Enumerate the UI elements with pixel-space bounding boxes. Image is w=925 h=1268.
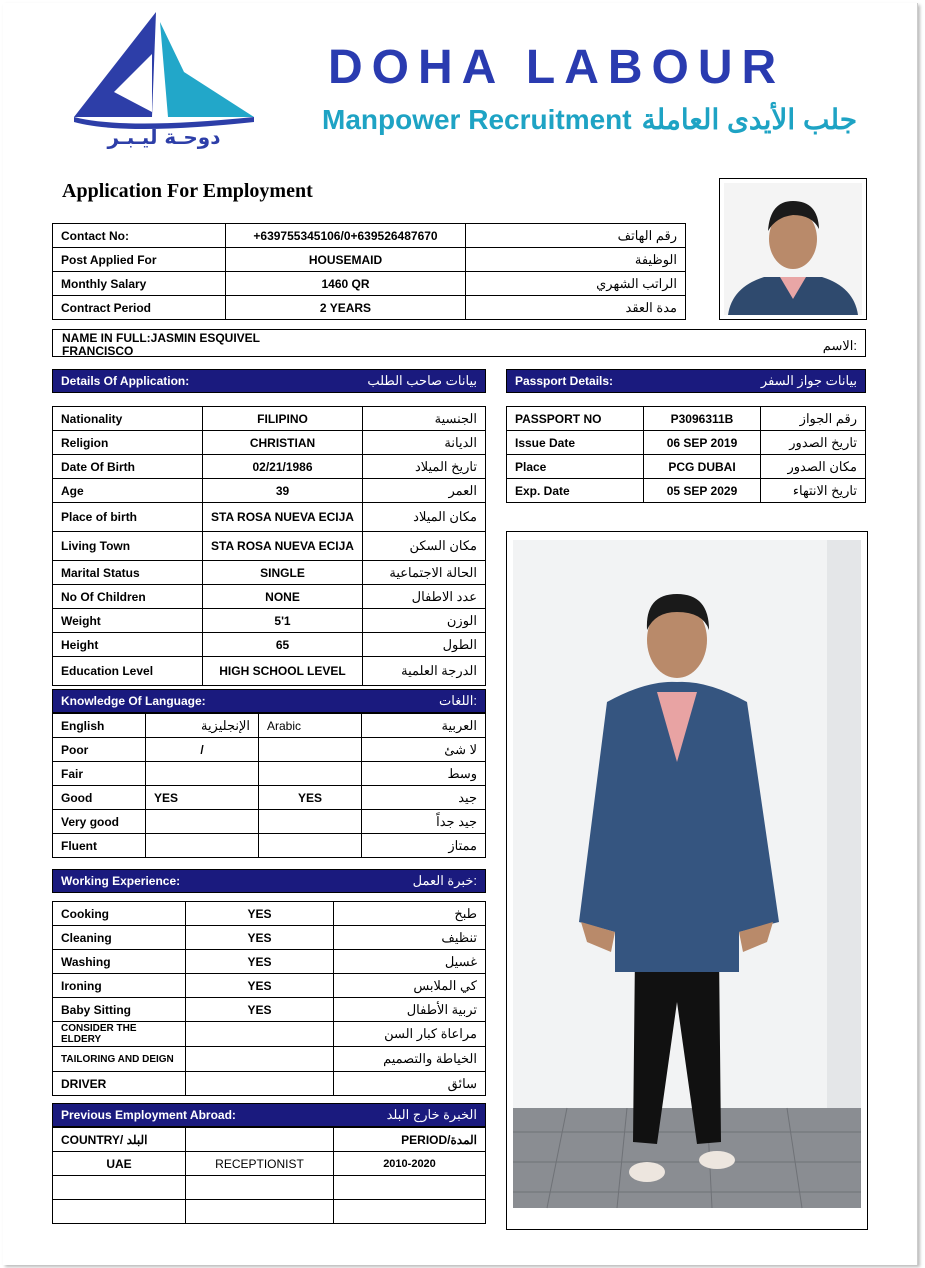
col-period: PERIOD/المدة [334,1128,486,1152]
language-header-arabic: اللغات: [439,693,477,708]
language-row-arabic-label: جيد [362,786,486,810]
passport-row-arabic: رقم الجواز [761,407,866,431]
details-row-label: Marital Status [53,561,203,585]
language-row [53,834,486,858]
form-title: Application For Employment [62,180,313,202]
language-col-header-row [53,714,486,738]
prev-row-period [334,1176,486,1200]
details-row [53,431,486,455]
work-row-label: CONSIDER THE ELDERY [53,1022,186,1047]
work-row [53,1072,486,1096]
work-row-label: Cooking [53,902,186,926]
language-row-arabic-label: ممتاز [362,834,486,858]
details-row [53,633,486,657]
details-row-label: Religion [53,431,203,455]
work-row-value: YES [186,998,334,1022]
details-row-label: Age [53,479,203,503]
prev-header-label: Previous Employment Abroad: [61,1108,236,1122]
contact-row-value: 2 YEARS [226,296,466,320]
passport-row-label: PASSPORT NO [507,407,644,431]
details-row-arabic: الدرجة العلمية [363,657,486,686]
details-row-value: 5'1 [203,609,363,633]
work-row-arabic: تربية الأطفال [334,998,486,1022]
details-row-arabic: الحالة الاجتماعية [363,561,486,585]
details-row [53,455,486,479]
details-row [53,585,486,609]
work-row-label: Washing [53,950,186,974]
passport-header-arabic: بيانات جواز السفر [760,373,857,388]
details-row [53,609,486,633]
passport-row-label: Issue Date [507,431,644,455]
contact-row-arabic: مدة العقد [466,296,686,320]
work-row [53,902,486,926]
passport-row-value: PCG DUBAI [644,455,761,479]
contact-row-value: HOUSEMAID [226,248,466,272]
col-english: English [53,714,146,738]
language-row-label: Very good [53,810,146,834]
language-row-arabic-level: YES [259,786,362,810]
contact-row-value: +639755345106/0+639526487670 [226,224,466,248]
language-row [53,762,486,786]
contact-row-label: Contract Period [53,296,226,320]
work-header [52,869,486,893]
contact-table [52,223,686,320]
language-row [53,786,486,810]
details-row-arabic: عدد الاطفال [363,585,486,609]
passport-row-value: 05 SEP 2029 [644,479,761,503]
work-header-arabic: خبرة العمل: [412,873,477,888]
prev-row [53,1152,486,1176]
work-table [52,901,486,1096]
details-row [53,561,486,585]
work-row-value [186,1047,334,1072]
work-row-label: Baby Sitting [53,998,186,1022]
work-row-label: Ironing [53,974,186,998]
work-row-value: YES [186,974,334,998]
language-row [53,810,486,834]
language-row-arabic-level [259,762,362,786]
passport-row [507,479,866,503]
work-row-value: YES [186,902,334,926]
language-row-english [146,810,259,834]
contact-row [53,224,686,248]
details-row-value: SINGLE [203,561,363,585]
details-row-arabic: الطول [363,633,486,657]
details-row-value: STA ROSA NUEVA ECIJA [203,532,363,561]
details-row-arabic: الجنسية [363,407,486,431]
language-row-english: / [146,738,259,762]
passport-row-value: P3096311B [644,407,761,431]
details-row-label: Height [53,633,203,657]
brand-subtitle-en: Manpower Recruitment [322,104,632,135]
passport-row-label: Place [507,455,644,479]
brand-subtitle [322,103,857,136]
work-row-arabic: غسيل [334,950,486,974]
passport-row-arabic: تاريخ الانتهاء [761,479,866,503]
details-row-label: Nationality [53,407,203,431]
full-name-row [52,329,866,357]
details-row [53,407,486,431]
work-row-arabic: كي الملابس [334,974,486,998]
details-row-arabic: مكان الميلاد [363,503,486,532]
full-name-arabic-label: الاسم: [822,338,857,353]
col-country: COUNTRY/ البلد [53,1128,186,1152]
language-row [53,738,486,762]
details-row-arabic: تاريخ الميلاد [363,455,486,479]
logo-arabic-text: دوحـة ليـبـر [107,125,221,149]
details-row-arabic: مكان السكن [363,532,486,561]
work-row-label: DRIVER [53,1072,186,1096]
work-row-value [186,1072,334,1096]
passport-row-arabic: مكان الصدور [761,455,866,479]
language-table [52,713,486,858]
brand-subtitle-ar: جلب الأيدى العاملة [641,104,858,135]
contact-row-value: 1460 QR [226,272,466,296]
contact-row-arabic: الراتب الشهري [466,272,686,296]
passport-header [506,369,866,393]
prev-header-arabic: الخبرة خارج البلد [386,1107,477,1122]
details-row [53,503,486,532]
details-row-value: 65 [203,633,363,657]
contact-row-label: Monthly Salary [53,272,226,296]
details-table [52,406,486,686]
passport-table [506,406,866,503]
contact-row [53,296,686,320]
language-row-arabic-level [259,738,362,762]
work-row [53,1047,486,1072]
work-row-arabic: الخياطة والتصميم [334,1047,486,1072]
prev-row-country [53,1176,186,1200]
col-english-arabic: الإنجليزية [146,714,259,738]
language-row-arabic-level [259,810,362,834]
details-row-label: Weight [53,609,203,633]
prev-table [52,1127,486,1224]
language-row-arabic-label: لا شئ [362,738,486,762]
details-row-value: HIGH SCHOOL LEVEL [203,657,363,686]
details-header [52,369,486,393]
col-arabic-arabic: العربية [362,714,486,738]
prev-row-position [186,1176,334,1200]
work-row [53,998,486,1022]
language-row-english [146,834,259,858]
details-row [53,532,486,561]
prev-col-header-row [53,1128,486,1152]
work-row-value [186,1022,334,1047]
contact-row-arabic: الوظيفة [466,248,686,272]
prev-row-country: UAE [53,1152,186,1176]
company-logo [64,12,264,152]
prev-row-position: RECEPTIONIST [186,1152,334,1176]
prev-row-period [334,1200,486,1224]
prev-row [53,1200,486,1224]
details-row-label: No Of Children [53,585,203,609]
work-row-arabic: طبخ [334,902,486,926]
passport-row-value: 06 SEP 2019 [644,431,761,455]
work-row [53,926,486,950]
details-header-label: Details Of Application: [61,374,190,388]
details-row-label: Education Level [53,657,203,686]
details-row-value: FILIPINO [203,407,363,431]
prev-row [53,1176,486,1200]
language-header [52,689,486,713]
col-arabic: Arabic [259,714,362,738]
headshot-photo [719,178,867,320]
language-row-label: Fair [53,762,146,786]
passport-row [507,407,866,431]
contact-row-label: Contact No: [53,224,226,248]
prev-header [52,1103,486,1127]
details-row-value: CHRISTIAN [203,431,363,455]
details-row-arabic: العمر [363,479,486,503]
work-row-value: YES [186,950,334,974]
prev-row-position [186,1200,334,1224]
contact-row-arabic: رقم الهاتف [466,224,686,248]
work-header-label: Working Experience: [61,874,181,888]
passport-row [507,455,866,479]
full-body-photo [506,531,868,1230]
language-row-arabic-label: وسط [362,762,486,786]
details-header-arabic: بيانات صاحب الطلب [367,373,477,388]
work-row-value: YES [186,926,334,950]
details-row-arabic: الوزن [363,609,486,633]
language-row-label: Fluent [53,834,146,858]
passport-row-label: Exp. Date [507,479,644,503]
prev-row-country [53,1200,186,1224]
work-row-arabic: سائق [334,1072,486,1096]
language-row-english [146,762,259,786]
contact-row [53,248,686,272]
details-row [53,657,486,686]
language-row-arabic-label: جيد جداً [362,810,486,834]
prev-row-period: 2010-2020 [334,1152,486,1176]
work-row-arabic: مراعاة كبار السن [334,1022,486,1047]
work-row [53,974,486,998]
details-row-arabic: الديانة [363,431,486,455]
details-row-label: Date Of Birth [53,455,203,479]
work-row-arabic: تنظيف [334,926,486,950]
brand-name: DOHA LABOUR [328,41,786,94]
passport-row-arabic: تاريخ الصدور [761,431,866,455]
details-row-value: STA ROSA NUEVA ECIJA [203,503,363,532]
work-row [53,950,486,974]
passport-row [507,431,866,455]
work-row-label: TAILORING AND DEIGN [53,1047,186,1072]
passport-header-label: Passport Details: [515,374,614,388]
language-row-english: YES [146,786,259,810]
details-row-label: Place of birth [53,503,203,532]
language-row-arabic-level [259,834,362,858]
language-header-label: Knowledge Of Language: [61,694,206,708]
col-position [186,1128,334,1152]
details-row-label: Living Town [53,532,203,561]
details-row [53,479,486,503]
details-row-value: 02/21/1986 [203,455,363,479]
full-name: NAME IN FULL:JASMIN ESQUIVEL FRANCISCO [62,331,260,358]
language-row-label: Poor [53,738,146,762]
contact-row-label: Post Applied For [53,248,226,272]
language-row-label: Good [53,786,146,810]
details-row-value: NONE [203,585,363,609]
work-row [53,1022,486,1047]
contact-row [53,272,686,296]
details-row-value: 39 [203,479,363,503]
work-row-label: Cleaning [53,926,186,950]
